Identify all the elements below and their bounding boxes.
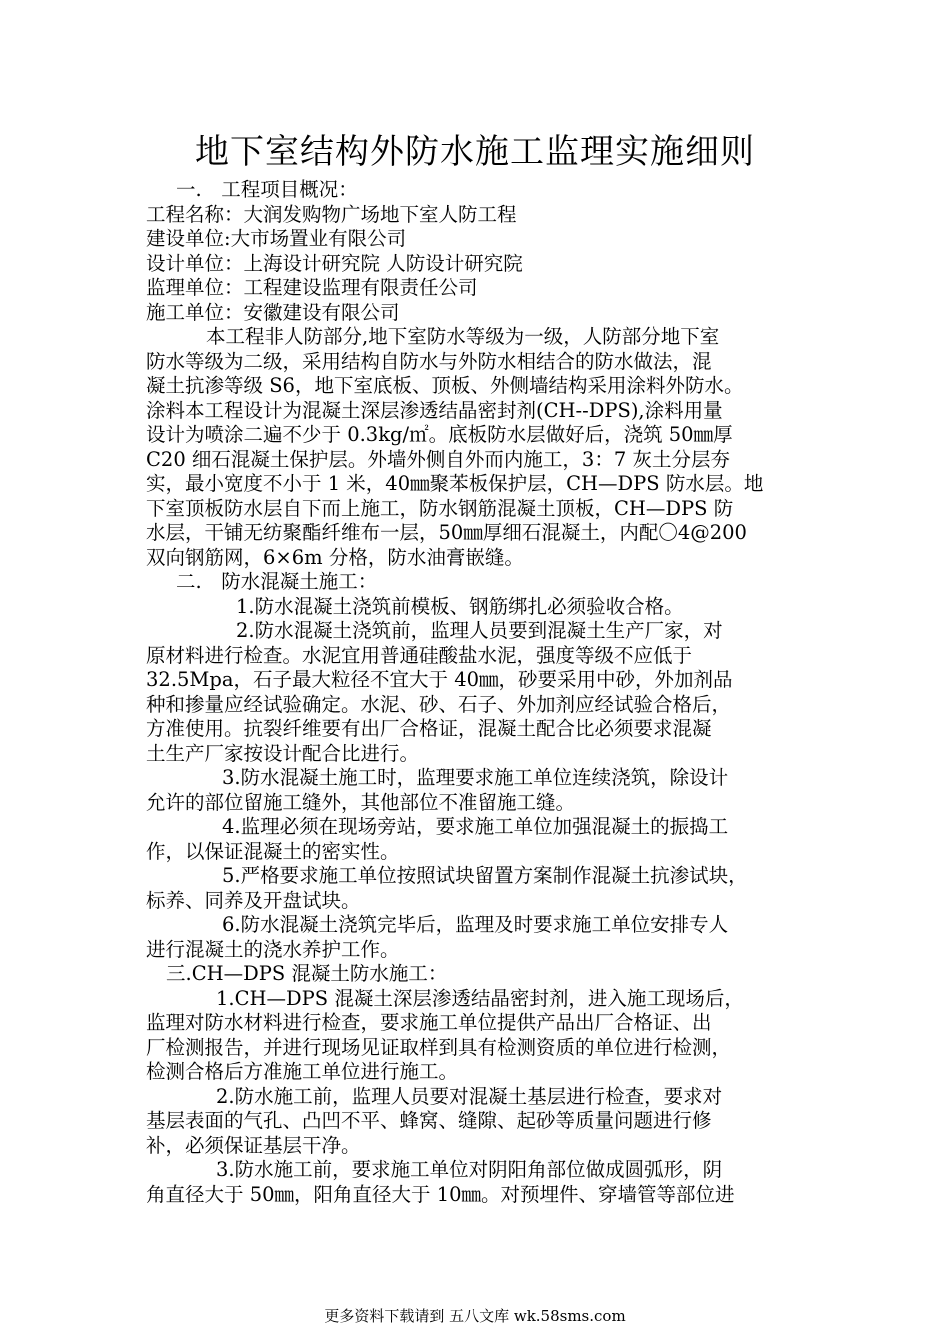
list-item: 2.防水施工前，监理人员要对混凝土基层进行检查，要求对: [216, 1084, 723, 1108]
paragraph-line: 本工程非人防部分,地下室防水等级为一级，人防部分地下室: [206, 325, 720, 348]
list-item: 1.防水混凝土浇筑前模板、钢筋绑扎必须验收合格。: [236, 594, 684, 618]
paragraph-line: 监理对防水材料进行检查，要求施工单位提供产品出厂合格证、出: [146, 1011, 712, 1034]
paragraph-line: 防水等级为二级，采用结构自防水与外防水相结合的防水做法，混: [146, 349, 712, 373]
paragraph-line: 种和掺量应经试验确定。水泥、砂、石子、外加剂应经试验合格后，: [146, 692, 732, 716]
paragraph-line: 32.5Mpa，石子最大粒径不宜大于 40㎜，砂要采用中砂，外加剂品: [146, 668, 733, 691]
paragraph-line: 下室顶板防水层自下而上施工，防水钢筋混凝土顶板，CH—DPS 防: [146, 496, 734, 520]
section-heading: 一. 工程项目概况：: [176, 178, 358, 201]
paragraph-line: 基层表面的气孔、凸凹不平、蜂窝、缝隙、起砂等质量问题进行修: [146, 1109, 712, 1132]
paragraph-line: 土生产厂家按设计配合比进行。: [146, 741, 420, 765]
contractor-line: 施工单位：安徽建设有限公司: [146, 300, 400, 324]
project-name-line: 工程名称：大润发购物广场地下室人防工程: [146, 202, 517, 226]
paragraph-line: 补，必须保证基层干净。: [146, 1133, 361, 1157]
paragraph-line: 设计为喷涂二遍不少于 0.3kg/㎡。底板防水层做好后，浇筑 50㎜厚: [146, 423, 733, 446]
list-item: 3.防水混凝土施工时，监理要求施工单位连续浇筑，除设计: [222, 766, 729, 789]
paragraph-line: 方准使用。抗裂纤维要有出厂合格证，混凝土配合比必须要求混凝: [146, 717, 712, 740]
footer-note: 更多资料下载请到 五八文库 wk.58sms.com: [324, 1307, 626, 1325]
supervisor-line: 监理单位：工程建设监理有限责任公司: [146, 276, 478, 299]
paragraph-line: 水层，干铺无纺聚酯纤维布一层，50㎜厚细石混凝土，内配〇4@200: [146, 521, 747, 544]
section-heading: 二. 防水混凝土施工：: [176, 570, 378, 593]
paragraph-line: 凝土抗渗等级 S6，地下室底板、顶板、外侧墙结构采用涂料外防水。: [146, 374, 744, 397]
paragraph-line: 原材料进行检查。水泥宜用普通硅酸盐水泥，强度等级不应低于: [146, 643, 693, 667]
document-title: 地下室结构外防水施工监理实施细则: [195, 132, 755, 172]
paragraph-line: 允许的部位留施工缝外，其他部位不准留施工缝。: [146, 790, 576, 814]
paragraph-line: 双向钢筋网，6×6m 分格，防水油膏嵌缝。: [146, 545, 524, 569]
paragraph-line: 角直径大于 50㎜，阳角直径大于 10㎜。对预埋件、穿墙管等部位进: [146, 1182, 735, 1206]
section-heading: 三.CH—DPS 混凝土防水施工：: [166, 962, 448, 985]
paragraph-line: 标养、同养及开盘试块。: [146, 888, 361, 912]
paragraph-line: C20 细石混凝土保护层。外墙外侧自外而内施工，3：7 灰土分层夯: [146, 447, 730, 471]
paragraph-line: 实，最小宽度不小于 1 米，40㎜聚苯板保护层，CH—DPS 防水层。地: [146, 472, 764, 495]
document-body: [146, 178, 811, 1207]
designer-line: 设计单位：上海设计研究院 人防设计研究院: [146, 251, 523, 275]
paragraph-line: 厂检测报告，并进行现场见证取样到具有检测资质的单位进行检测，: [146, 1035, 732, 1059]
paragraph-line: 检测合格后方准施工单位进行施工。: [146, 1060, 459, 1083]
paragraph-line: 涂料本工程设计为混凝土深层渗透结晶密封剂(CH--DPS),涂料用量: [146, 398, 723, 422]
list-item: 2.防水混凝土浇筑前，监理人员要到混凝土生产厂家，对: [236, 619, 723, 642]
list-item: 3.防水施工前，要求施工单位对阴阳角部位做成圆弧形，阴: [216, 1158, 723, 1181]
owner-line: 建设单位:大市场置业有限公司: [146, 227, 407, 250]
list-item: 6.防水混凝土浇筑完毕后，监理及时要求施工单位安排专人: [222, 913, 729, 936]
list-item: 5.严格要求施工单位按照试块留置方案制作混凝土抗渗试块，: [222, 864, 748, 887]
list-item: 1.CH—DPS 混凝土深层渗透结晶密封剂，进入施工现场后，: [216, 986, 744, 1010]
paragraph-line: 作，以保证混凝土的密实性。: [146, 839, 400, 863]
list-item: 4.监理必须在现场旁站，要求施工单位加强混凝土的振捣工: [222, 815, 729, 838]
paragraph-line: 进行混凝土的浇水养护工作。: [146, 937, 400, 961]
